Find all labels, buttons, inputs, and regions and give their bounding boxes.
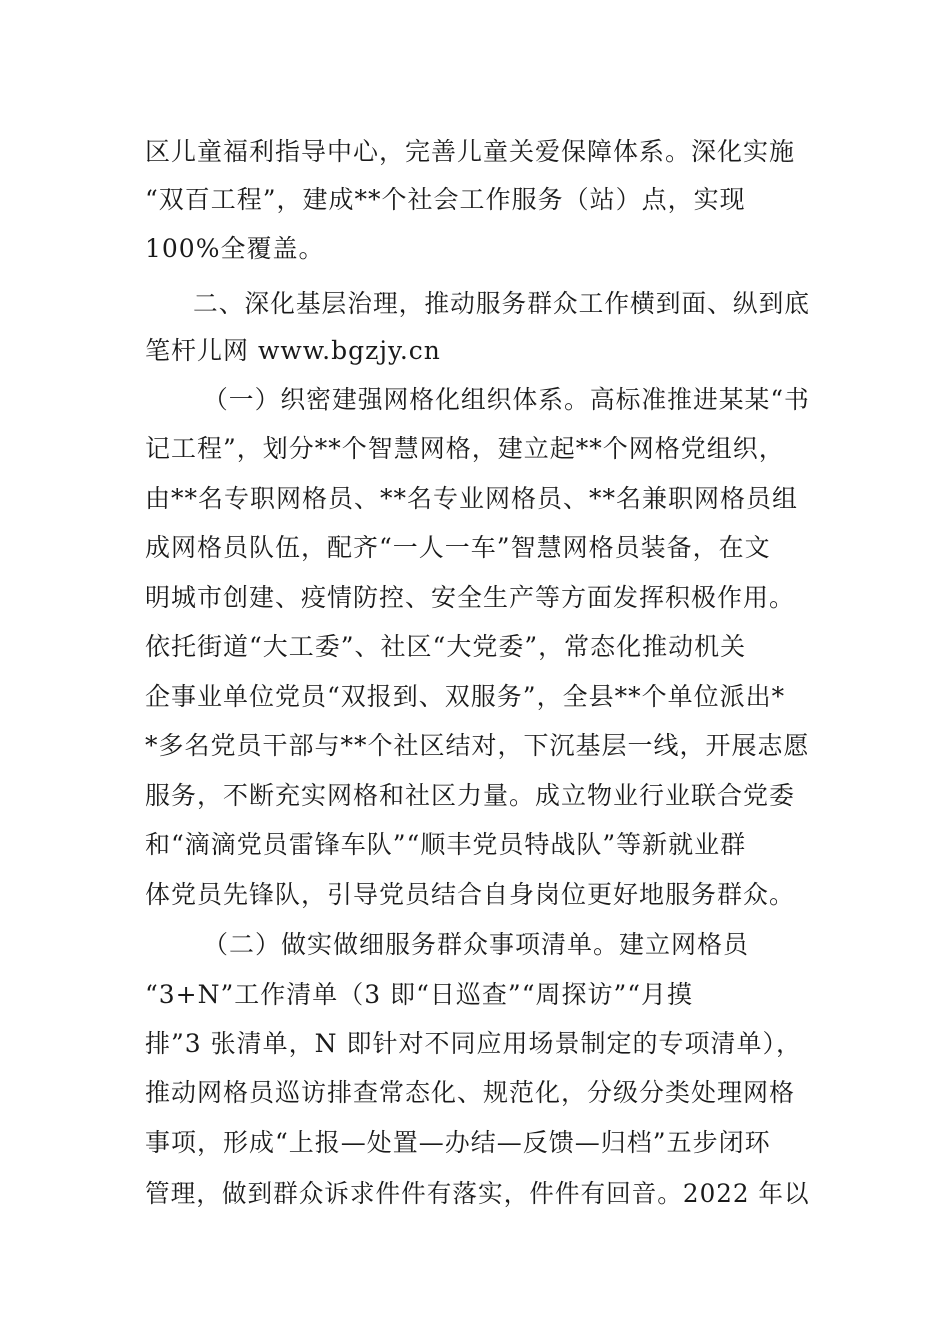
text-line: “双百工程”，建成**个社会工作服务（站）点，实现: [145, 185, 746, 214]
text-line: 成网格员队伍，配齐“一人一车”智慧网格员装备，在文: [145, 533, 771, 562]
text-line: 依托街道“大工委”、社区“大党委”，常态化推动机关: [145, 632, 747, 661]
text-line: “3+N”工作清单（3 即“日巡查”“周探访”“月摸: [145, 980, 694, 1009]
text-line: 笔杆儿网 www.bgzjy.cn: [145, 336, 441, 365]
text-line: 明城市创建、疫情防控、安全生产等方面发挥积极作用。: [145, 583, 796, 612]
text-line: 事项，形成“上报—处置—办结—反馈—归档”五步闭环: [145, 1128, 771, 1157]
text-line: 推动网格员巡访排查常态化、规范化，分级分类处理网格: [145, 1078, 796, 1107]
section-heading: 二、深化基层治理，推动服务群众工作横到面、纵到底: [193, 289, 811, 318]
text-line: 记工程”，划分**个智慧网格，建立起**个网格党组织，: [145, 434, 785, 463]
text-line: *多名党员干部与**个社区结对，下沉基层一线，开展志愿: [145, 731, 810, 760]
text-line: 管理，做到群众诉求件件有落实，件件有回音。2022 年以: [145, 1179, 810, 1208]
subsection-heading: （一）织密建强网格化组织体系。高标准推进某某“书: [203, 385, 810, 414]
subsection-heading: （二）做实做细服务群众事项清单。建立网格员: [203, 930, 750, 959]
text-line: 企事业单位党员“双报到、双服务”，全县**个单位派出*: [145, 682, 786, 711]
text-line: 区儿童福利指导中心，完善儿童关爱保障体系。深化实施: [145, 137, 796, 166]
text-line: 100%全覆盖。: [145, 234, 325, 263]
text-line: 服务，不断充实网格和社区力量。成立物业行业联合党委: [145, 781, 796, 810]
text-line: 由**名专职网格员、**名专业网格员、**名兼职网格员组: [145, 484, 799, 513]
text-line: 体党员先锋队，引导党员结合自身岗位更好地服务群众。: [145, 880, 796, 909]
text-line: 和“滴滴党员雷锋车队”“顺丰党员特战队”等新就业群: [145, 830, 747, 859]
text-line: 排”3 张清单，N 即针对不同应用场景制定的专项清单），: [145, 1029, 802, 1058]
